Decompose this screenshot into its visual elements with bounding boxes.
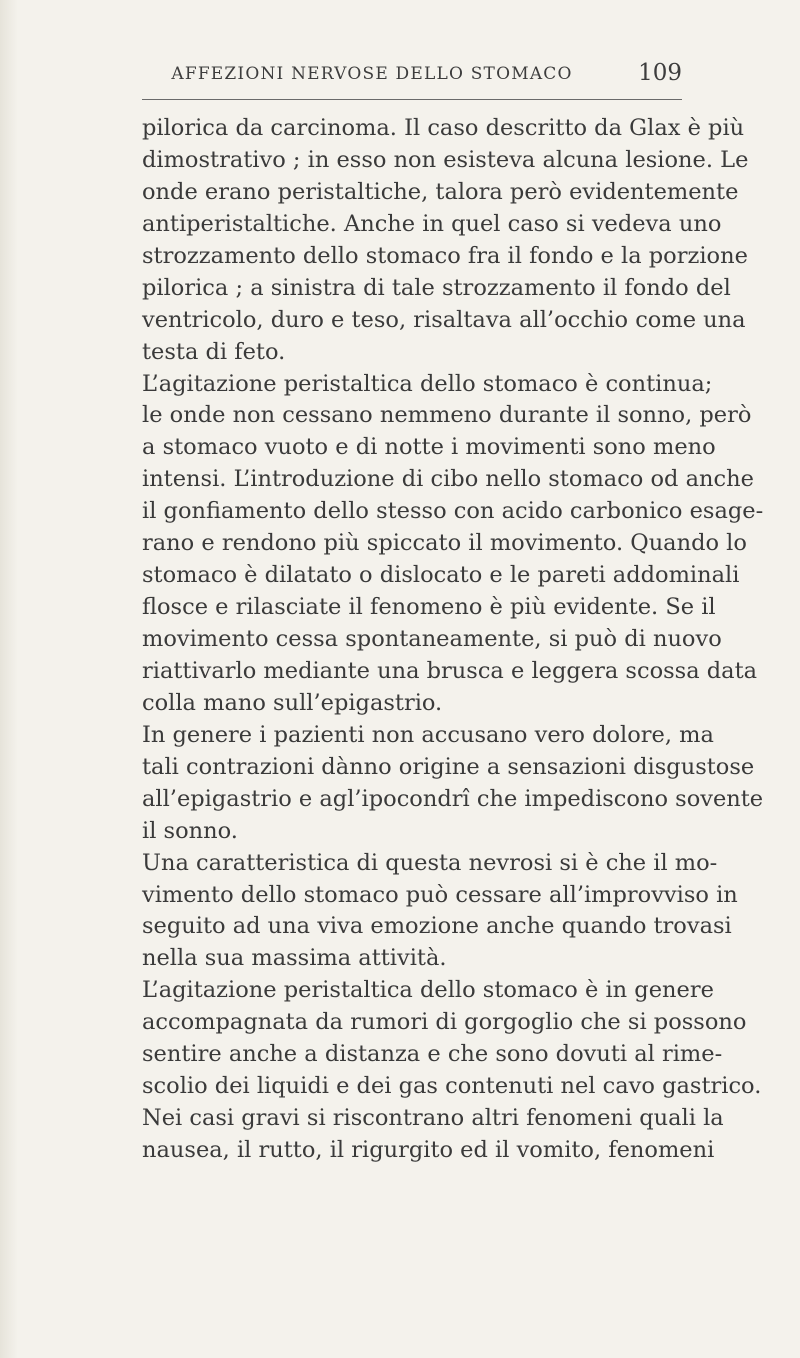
page-header [142, 60, 682, 92]
text-line: colla mano sull’epigastrio. [142, 689, 443, 716]
text-line: scolio dei liquidi e dei gas contenuti nel cavo gastrico. [142, 1073, 762, 1100]
text-line: L’agitazione peristaltica dello stomaco è in genere [142, 977, 714, 1004]
text-line: nella sua massima attività. [142, 945, 447, 972]
text-line: sentire anche a distanza e che sono dovuti al rime- [142, 1041, 723, 1068]
text-line: testa di feto. [142, 338, 286, 365]
text-line: In genere i pazienti non accusano vero dolore, ma [142, 721, 714, 748]
text-line: strozzamento dello stomaco fra il fondo e la porzione [142, 242, 748, 269]
text-line: accompagnata da rumori di gorgoglio che si possono [142, 1009, 747, 1036]
running-head: AFFEZIONI NERVOSE DELLO STOMACO [171, 64, 573, 84]
text-line: L’agitazione peristaltica dello stomaco è continua; [142, 370, 713, 397]
text-line: dimostrativo ; in esso non esisteva alcuna lesione. Le [142, 146, 749, 173]
text-line: all’epigastrio e agl’ipocondrî che impediscono sovente [142, 785, 764, 812]
text-line: seguito ad una viva emozione anche quando trovasi [142, 913, 732, 940]
header-rule [142, 99, 682, 100]
text-line: nausea, il rutto, il rigurgito ed il vomito, fenomeni [142, 1137, 715, 1163]
text-line: il sonno. [142, 817, 238, 844]
text-line: vimento dello stomaco può cessare all’improvviso in [142, 881, 738, 908]
text-line: pilorica da carcinoma. Il caso descritto da Glax è più [142, 115, 745, 141]
text-line: ventricolo, duro e teso, risaltava all’occhio come una [142, 306, 746, 333]
text-line: antiperistaltiche. Anche in quel caso si vedeva uno [142, 210, 722, 237]
text-line: pilorica ; a sinistra di tale strozzamento il fondo del [142, 274, 731, 301]
text-line: le onde non cessano nemmeno durante il sonno, però [142, 402, 752, 429]
text-line: Nei casi gravi si riscontrano altri fenomeni quali la [142, 1105, 724, 1132]
text-line: tali contrazioni dànno origine a sensazioni disgustose [142, 753, 755, 780]
text-line: rano e rendono più spiccato il movimento. Quando lo [142, 530, 747, 557]
text-line: il gonfiamento dello stesso con acido carbonico esage- [142, 498, 764, 525]
page-number: 109 [638, 60, 682, 86]
page-edge-shadow [0, 0, 18, 1358]
text-line: Una caratteristica di questa nevrosi si è che il mo- [142, 849, 718, 876]
text-line: movimento cessa spontaneamente, si può di nuovo [142, 626, 722, 652]
text-line: onde erano peristaltiche, talora però evidentemente [142, 178, 739, 205]
text-line: stomaco è dilatato o dislocato e le pareti addominali [142, 562, 740, 589]
text-line: flosce e rilasciate il fenomeno è più evidente. Se il [142, 594, 716, 621]
body-text [142, 113, 764, 1167]
text-line: a stomaco vuoto e di notte i movimenti sono meno [142, 434, 716, 461]
text-line: intensi. L’introduzione di cibo nello stomaco od anche [142, 466, 754, 493]
text-line: riattivarlo mediante una brusca e leggera scossa data [142, 657, 758, 684]
